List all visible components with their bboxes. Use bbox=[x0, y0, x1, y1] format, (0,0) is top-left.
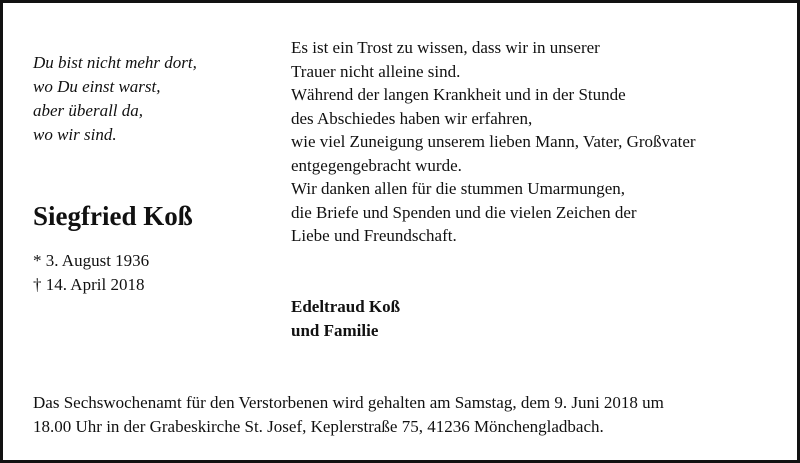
signatories bbox=[291, 295, 400, 343]
thanks-line: Es ist ein Trost zu wissen, dass wir in unserer bbox=[291, 38, 600, 57]
thanks-line: die Briefe und Spenden und die vielen Zeichen der bbox=[291, 202, 637, 222]
poem-line: aber überall da, bbox=[33, 101, 144, 120]
notice-line: 18.00 Uhr in der Grabeskirche St. Josef, Keplerstraße 75, 41236 Mönchengladbach. bbox=[33, 417, 604, 436]
poem-line: wo Du einst warst, bbox=[33, 77, 161, 96]
notice-line: Das Sechswochenamt für den Verstorbenen wird gehalten am Samstag, dem 9. Juni 2018 um bbox=[33, 393, 664, 412]
deceased-name: Siegfried Koß bbox=[33, 201, 193, 231]
poem-line: wo wir sind. bbox=[33, 125, 117, 144]
thanks-line: Während der langen Krankheit und in der Stunde bbox=[291, 85, 626, 104]
signatory-line: und Familie bbox=[291, 321, 379, 340]
thanks-line: des Abschiedes haben wir erfahren, bbox=[291, 108, 533, 128]
thanks-line: entgegengebracht wurde. bbox=[291, 155, 462, 175]
thanks-line: Liebe und Freundschaft. bbox=[291, 226, 457, 245]
death-date: † 14. April 2018 bbox=[33, 275, 145, 294]
memorial-poem bbox=[33, 51, 273, 147]
life-dates bbox=[33, 249, 149, 297]
thanks-text bbox=[291, 36, 791, 248]
memorial-service-notice bbox=[33, 391, 793, 439]
thanks-line: Trauer nicht alleine sind. bbox=[291, 61, 461, 81]
birth-date: * 3. August 1936 bbox=[33, 251, 150, 270]
thanks-line: wie viel Zuneigung unserem lieben Mann, Vater, Großvater bbox=[291, 132, 696, 151]
thanks-line: Wir danken allen für die stummen Umarmungen, bbox=[291, 179, 626, 198]
signatory-line: Edeltraud Koß bbox=[291, 297, 401, 316]
poem-line: Du bist nicht mehr dort, bbox=[33, 53, 197, 72]
